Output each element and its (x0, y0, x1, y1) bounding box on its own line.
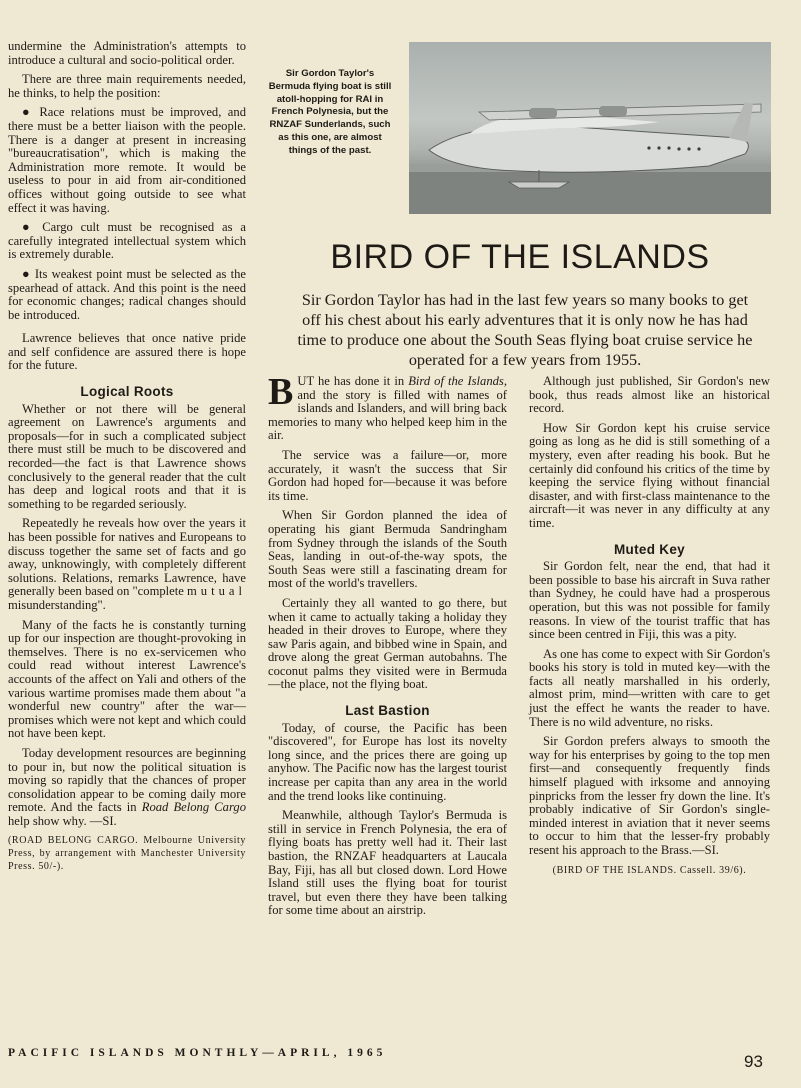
paragraph: Sir Gordon felt, near the end, that had it been possible to base his aircraft in Suva rather than Sydney, he could have had a prosperous operation, but this was not possible for family reasons. In view of the tourist traffic that has since been centred in Fiji, this was a pity. (529, 559, 770, 642)
paragraph: Whether or not there will be general agreement on Lawrence's arguments and proposals—for in such a complicated subject there must still be much to be discovered and recorded—the fact is that Lawrence shows conclusively to the general reader that the cult has deep and logical roots and that it is something to be regarded seriously. (8, 401, 246, 511)
paragraph: Sir Gordon prefers always to smooth the way for his enterprises by going to the top men first—and consequently frequently finds himself plagued with irksome and annoying pinpricks from the lesser fry down the line. It's probably indicative of Sir Gordon's single-minded interest in aviation that it never seems to occur to him that the lesser-fry probably resent his approach to the Brass.—SI. (529, 734, 770, 857)
article-intro: Sir Gordon Taylor has had in the last few years so many books to get off his chest about his early adventures that it is only now he has had time to produce one about the South Seas flying boat cruise service he operated for a few years from 1955. (297, 291, 753, 369)
paragraph: Certainly they all wanted to go there, but when it came to actually taking a holiday they headed in their droves to Europe, where they saw Paris again, and bibbed wine in Spain, and drove along the great German autobahns. The coconut palms they visited were in Bermuda —the place, not the flying boat. (268, 595, 507, 692)
subheading-last-bastion: Last Bastion (345, 703, 430, 719)
article-headline: BIRD OF THE ISLANDS (330, 238, 710, 276)
paragraph (8, 747, 246, 829)
book-title: Road Belong Cargo (141, 800, 246, 815)
book-title: Bird of the Islands, (408, 374, 507, 388)
subheading-logical-roots: Logical Roots (80, 384, 174, 400)
paragraph: How Sir Gordon kept his cruise service going as long as he did is still something of a mystery, even after reading his book. But he certainly did confound his critics of the time by keeping the service flying without financial disaster, and with first-class maintenance to the aircraft—it was never in any difficulty at any time. (529, 420, 770, 530)
paragraph: The service was a failure—or, more accurately, it wasn't the success that Sir Gordon had hoped for—because it was before its time. (268, 447, 507, 503)
bullet-icon: ● (22, 220, 35, 235)
book-reference: (ROAD BELONG CARGO. Melbourne University Press, by arrangement with Manchester University Press. 50/-). (8, 835, 246, 873)
text: Today development resources are beginning to pour in, but now the political situation is moving so rapidly that the chances of proper consolidation appear to be coming daily more remote. And the facts in (8, 745, 246, 815)
paragraph: Although just published, Sir Gordon's new book, thus reads almost like an historical record. (529, 374, 770, 416)
text: UT he has done it in (297, 374, 405, 388)
flying-boat-photo (409, 42, 771, 214)
page-number: 93 (744, 1052, 763, 1071)
paragraph: Today, of course, the Pacific has been "discovered", for Europe has lost its novelty long since, and the prices there are going up anyhow. The Pacific now has the largest tourist increase per capita than any area in the world and the trend looks like continuing. (268, 720, 507, 803)
text: help show why. —SI. (8, 813, 117, 828)
paragraph: When Sir Gordon planned the idea of operating his giant Bermuda Sandringham from Sydney through the islands of the South Seas, landing in out-of-the-way spots, the South Seas were still a fascinating dream for most of the world's travellers. (268, 508, 507, 591)
bullet-paragraph (8, 221, 246, 262)
column-2 (268, 371, 507, 924)
paragraph: Many of the facts he is constantly turning up for our inspection are thought-provoking in themselves. There is no ex-servicemen who could read without interest Lawrence's accounts of the affect on Yali and others of the various wartime promises made them about "a wonderful new country" after the war—promises which were not kept and which could not have been kept. (8, 617, 246, 741)
bullet-text: Cargo cult must be recognised as a carefully integrated intellectual system which is extremely durable. (8, 220, 246, 262)
text: and the story is filled with names of islands and Islanders, and will bring back memories to many who helped keep him in the air. (268, 387, 507, 443)
bullet-text: Race relations must be improved, and there must be a better liaison with the people. There is a danger at present in increasing "bureaucratisation", which is making the Administration more remote. It would be useless to pour in aid from air-conditioned offices without going outside to see what effect it was having. (8, 105, 246, 215)
text: mutual (187, 584, 246, 599)
flying-boat-icon (409, 42, 771, 214)
drop-cap: B (268, 371, 294, 413)
paragraph: undermine the Administration's attempts to introduce a cultural and socio-political order. (8, 39, 246, 67)
bullet-icon: ● (22, 105, 33, 120)
bullet-paragraph (8, 106, 246, 215)
paragraph (268, 371, 507, 443)
book-reference: (BIRD OF THE ISLANDS. Cassell. 39/6). (552, 864, 747, 876)
bullet-paragraph (8, 268, 246, 322)
paragraph: As one has come to expect with Sir Gordon's books his story is told in muted key—with the facts all neatly marshalled in his orderly, almost prim, mind—written with care to get just the effect he wants the reader to have. There is no wild adventure, no risks. (529, 646, 770, 729)
column-3 (529, 375, 770, 883)
column-1 (8, 40, 246, 879)
page-footer: PACIFIC ISLANDS MONTHLY—APRIL, 1965 (8, 1047, 387, 1059)
text: Repeatedly he reveals how over the years it has been possible for natives and Europeans to discuss together the same set of facts and go away, unknowingly, with completely different solutions. Relations, remarks Lawrence, have generally been based on "complete (8, 516, 246, 599)
photo-caption: Sir Gordon Taylor's Bermuda flying boat is still atoll-hopping for RAI in French Polynesia, but the RNZAF Sunderlands, such as this one, are almost things of the past. (268, 68, 392, 156)
paragraph: There are three main requirements needed, he thinks, to help the position: (8, 72, 246, 100)
paragraph: Meanwhile, although Taylor's Bermuda is still in service in French Polynesia, the era of flying boats has pretty well had it. Their last bastion, the RNZAF headquarters at Laucala Bay, Fiji, has all but closed down. Lord Howe Island still uses the flying boat for tourist travel, but even there they have been talking for some time about an airstrip. (268, 808, 507, 918)
text: misunderstanding". (8, 597, 106, 612)
bullet-text: Its weakest point must be selected as the spearhead of attack. And this point is the need for economic changes; radical changes should be introduced. (8, 266, 246, 322)
paragraph (8, 517, 246, 612)
subheading-muted-key: Muted Key (614, 541, 685, 557)
bullet-icon: ● (22, 266, 31, 281)
paragraph: Lawrence believes that once native pride and self confidence are assured there is hope for the future. (8, 331, 246, 373)
